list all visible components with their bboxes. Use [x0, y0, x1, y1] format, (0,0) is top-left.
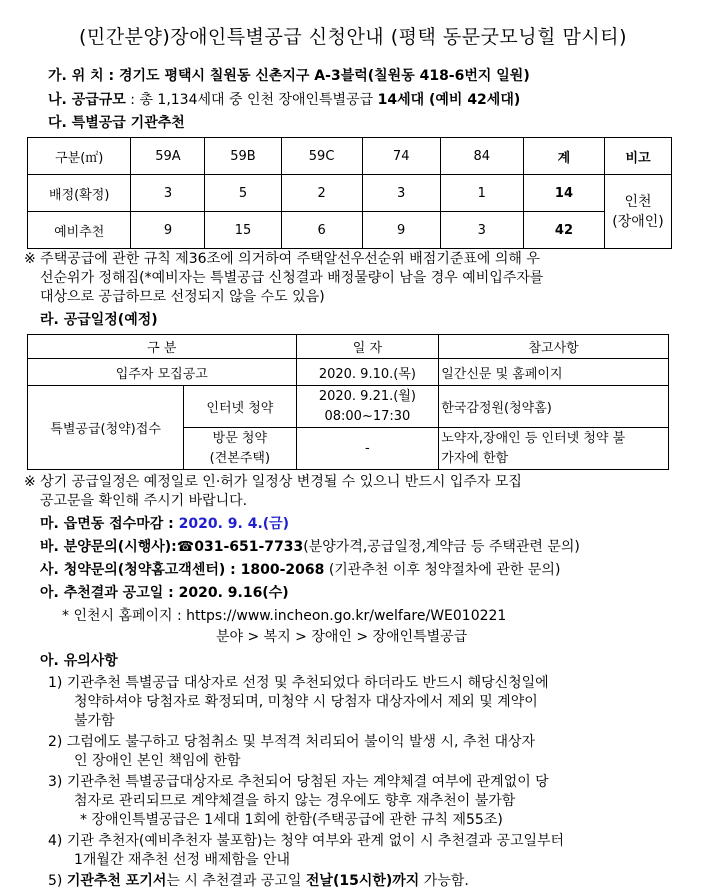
caution-3-line3: * 장애인특별공급은 1세대 1회에 한함(주택공급에 관한 규칙 제55조): [80, 812, 503, 828]
cell-value: 5: [205, 175, 281, 212]
note-schedule-line2: 공고문을 확인해 주시기 바랍니다.: [40, 493, 248, 509]
deadline-value: 2020. 9. 4.(금): [178, 516, 290, 532]
note-priority-line3: 대상으로 공급하므로 선정되지 않을 수도 있음): [40, 289, 325, 305]
sales-inquiry-phone: 031-651-7733: [194, 539, 304, 555]
location-label: 가. 위 치 :: [48, 68, 115, 84]
header-total: 계: [523, 138, 604, 175]
schedule-internet-date: [296, 386, 439, 428]
schedule-header-row: [28, 335, 669, 359]
sales-inquiry-desc: (분양가격,공급일정,계약금 등 주택관련 문의): [303, 539, 580, 555]
cell-value: 9: [362, 212, 440, 249]
schedule-header-ref: 참고사항: [439, 335, 669, 359]
location-line: [48, 66, 530, 86]
table-row: [28, 212, 672, 249]
subscription-inquiry-line: [40, 560, 560, 580]
cell-value: 9: [131, 212, 205, 249]
note-priority: [24, 250, 543, 307]
caution-5-num: 5): [48, 873, 67, 889]
result-date-line: 아. 추천결과 공고일 : 2020. 9.16(수): [40, 585, 289, 601]
subscription-inquiry-label: 사. 청약문의(청약홈고객센터) : 1800-2068: [40, 562, 325, 578]
caution-5-deadline: 전날(15시한)까지: [305, 873, 420, 889]
schedule-visit-date: -: [296, 428, 439, 470]
note-schedule: [24, 473, 522, 511]
header-remark: 비고: [605, 138, 672, 175]
supply-scale-label: 나. 공급규모: [48, 92, 126, 108]
homepage-line1: * 인천시 홈페이지 : https://www.incheon.go.kr/welfare/WE010221: [62, 608, 507, 624]
cell-value: 3: [131, 175, 205, 212]
note-priority-line2: 선순위가 정해짐(*예비자는 특별공급 신청결과 배정물량이 남을 경우 예비입주자를: [40, 270, 544, 286]
caution-3-line2: 첨자로 관리되므로 계약체결을 하지 않는 경우에도 향후 재추천이 불가함: [74, 793, 516, 809]
deadline-line: [40, 514, 289, 534]
schedule-announcement-date: 2020. 9.10.(목): [296, 359, 439, 386]
supply-scale-value-a: 총 1,134세대 중 인천 장애인특별공급: [139, 92, 378, 108]
schedule-internet-time: 08:00~17:30: [324, 408, 411, 424]
agency-recommend-heading: 다. 특별공급 기관추천: [48, 115, 185, 131]
cell-total: 14: [523, 175, 604, 212]
caution-5-form: 기관추천 포기서: [66, 873, 167, 889]
supply-scale-line: [48, 90, 520, 110]
note-priority-line1: ※ 주택공급에 관한 규칙 제36조에 의거하여 주택알선우선순위 배점기준표에 의해 우: [24, 251, 540, 267]
schedule-visit-label-line1: 방문 청약: [212, 430, 268, 446]
header-84: 84: [440, 138, 523, 175]
schedule-internet-date-line1: 2020. 9.21.(월): [318, 388, 416, 404]
schedule-announcement-label: 입주자 모집공고: [28, 359, 297, 386]
caution-1-line1: 1) 기관추천 특별공급 대상자로 선정 및 추천되었다 하더라도 반드시 해당신청일에: [48, 675, 549, 691]
remark-line2: (장애인): [612, 213, 664, 230]
schedule-special-label: 특별공급(청약)접수: [28, 386, 184, 470]
row-label-reserve: 예비추천: [28, 212, 131, 249]
schedule-internet-ref: 한국감정원(청약홈): [439, 386, 669, 428]
cell-value: 3: [440, 212, 523, 249]
cell-value: 6: [281, 212, 362, 249]
caution-5-line: [48, 872, 564, 891]
schedule-visit-ref-line1: 노약자,장애인 등 인터넷 청약 불: [441, 430, 626, 446]
caution-2-line2: 인 장애인 본인 책임에 한함: [74, 753, 241, 769]
header-74: 74: [362, 138, 440, 175]
caution-3-line1: 3) 기관추천 특별공급대상자로 추천되어 당첨된 자는 계약체결 여부에 관계없이 당: [48, 774, 549, 790]
note-schedule-line1: ※ 상기 공급일정은 예정일로 인·허가 일정상 변경될 수 있으니 반드시 입주자 모집: [24, 474, 522, 490]
location-value: 경기도 평택시 칠원동 신촌지구 A-3블럭(칠원동 418-6번지 일원): [119, 68, 530, 84]
header-59c: 59C: [281, 138, 362, 175]
homepage-line2: 분야 > 복지 > 장애인 > 장애인특별공급: [216, 629, 468, 645]
cell-value: 2: [281, 175, 362, 212]
table-header-row: [28, 138, 672, 175]
subscription-inquiry-desc: (기관추천 이후 청약절차에 관한 문의): [324, 562, 561, 578]
schedule-heading: 라. 공급일정(예정): [40, 312, 158, 328]
schedule-visit-label: [184, 428, 296, 470]
cell-value: 1: [440, 175, 523, 212]
cell-value: 3: [362, 175, 440, 212]
sales-inquiry-line: [40, 537, 580, 557]
caution-5-mid: 는 시 추천결과 공고일: [166, 873, 306, 889]
row-label-assigned: 배정(확정): [28, 175, 131, 212]
remark-line1: 인천: [624, 193, 652, 210]
schedule-visit-label-line2: (견본주택): [209, 450, 271, 466]
phone-icon: ☎: [176, 539, 195, 555]
schedule-internet-label: 인터넷 청약: [184, 386, 296, 428]
supply-scale-colon: :: [125, 92, 140, 108]
schedule-header-date: 일 자: [296, 335, 439, 359]
cell-value: 15: [205, 212, 281, 249]
supply-scale-value-b: 14세대 (예비 42세대): [377, 92, 521, 108]
cautions-heading: 아. 유의사항: [40, 653, 118, 669]
sales-inquiry-label: 바. 분양문의(시행사):: [40, 539, 177, 555]
cautions-list: [48, 674, 564, 891]
header-59a: 59A: [131, 138, 205, 175]
table-row: [28, 386, 669, 428]
schedule-visit-ref: [439, 428, 669, 470]
caution-4-line1: 4) 기관 추천자(예비추천자 불포함)는 청약 여부와 관계 없이 시 추천결과 공고일부터: [48, 833, 565, 849]
deadline-label: 마. 읍면동 접수마감 :: [40, 516, 179, 532]
allocation-table: [27, 137, 672, 249]
schedule-table: [27, 334, 669, 470]
schedule-announcement-ref: 일간신문 및 홈페이지: [439, 359, 669, 386]
caution-1-line3: 불가함: [74, 713, 115, 729]
schedule-header-category: 구 분: [28, 335, 297, 359]
cell-total: 42: [523, 212, 604, 249]
remark-cell: [605, 175, 672, 249]
page-title: (민간분양)장애인특별공급 신청안내 (평택 동문굿모닝힐 맘시티): [78, 26, 627, 48]
header-59b: 59B: [205, 138, 281, 175]
caution-1-line2: 청약하셔야 당첨자로 확정되며, 미청약 시 당첨자 대상자에서 제외 및 계약이: [74, 694, 538, 710]
table-row: [28, 359, 669, 386]
caution-5-end: 가능함.: [419, 873, 469, 889]
schedule-visit-ref-line2: 가자에 한함: [441, 450, 509, 466]
caution-2-line1: 2) 그럼에도 불구하고 당첨취소 및 부적격 처리되어 불이익 발생 시, 추천 대상자: [48, 734, 536, 750]
table-row: [28, 175, 672, 212]
caution-4-line2: 1개월간 재추천 선정 배제함을 안내: [74, 852, 291, 868]
header-category: 구분(㎡): [28, 138, 131, 175]
